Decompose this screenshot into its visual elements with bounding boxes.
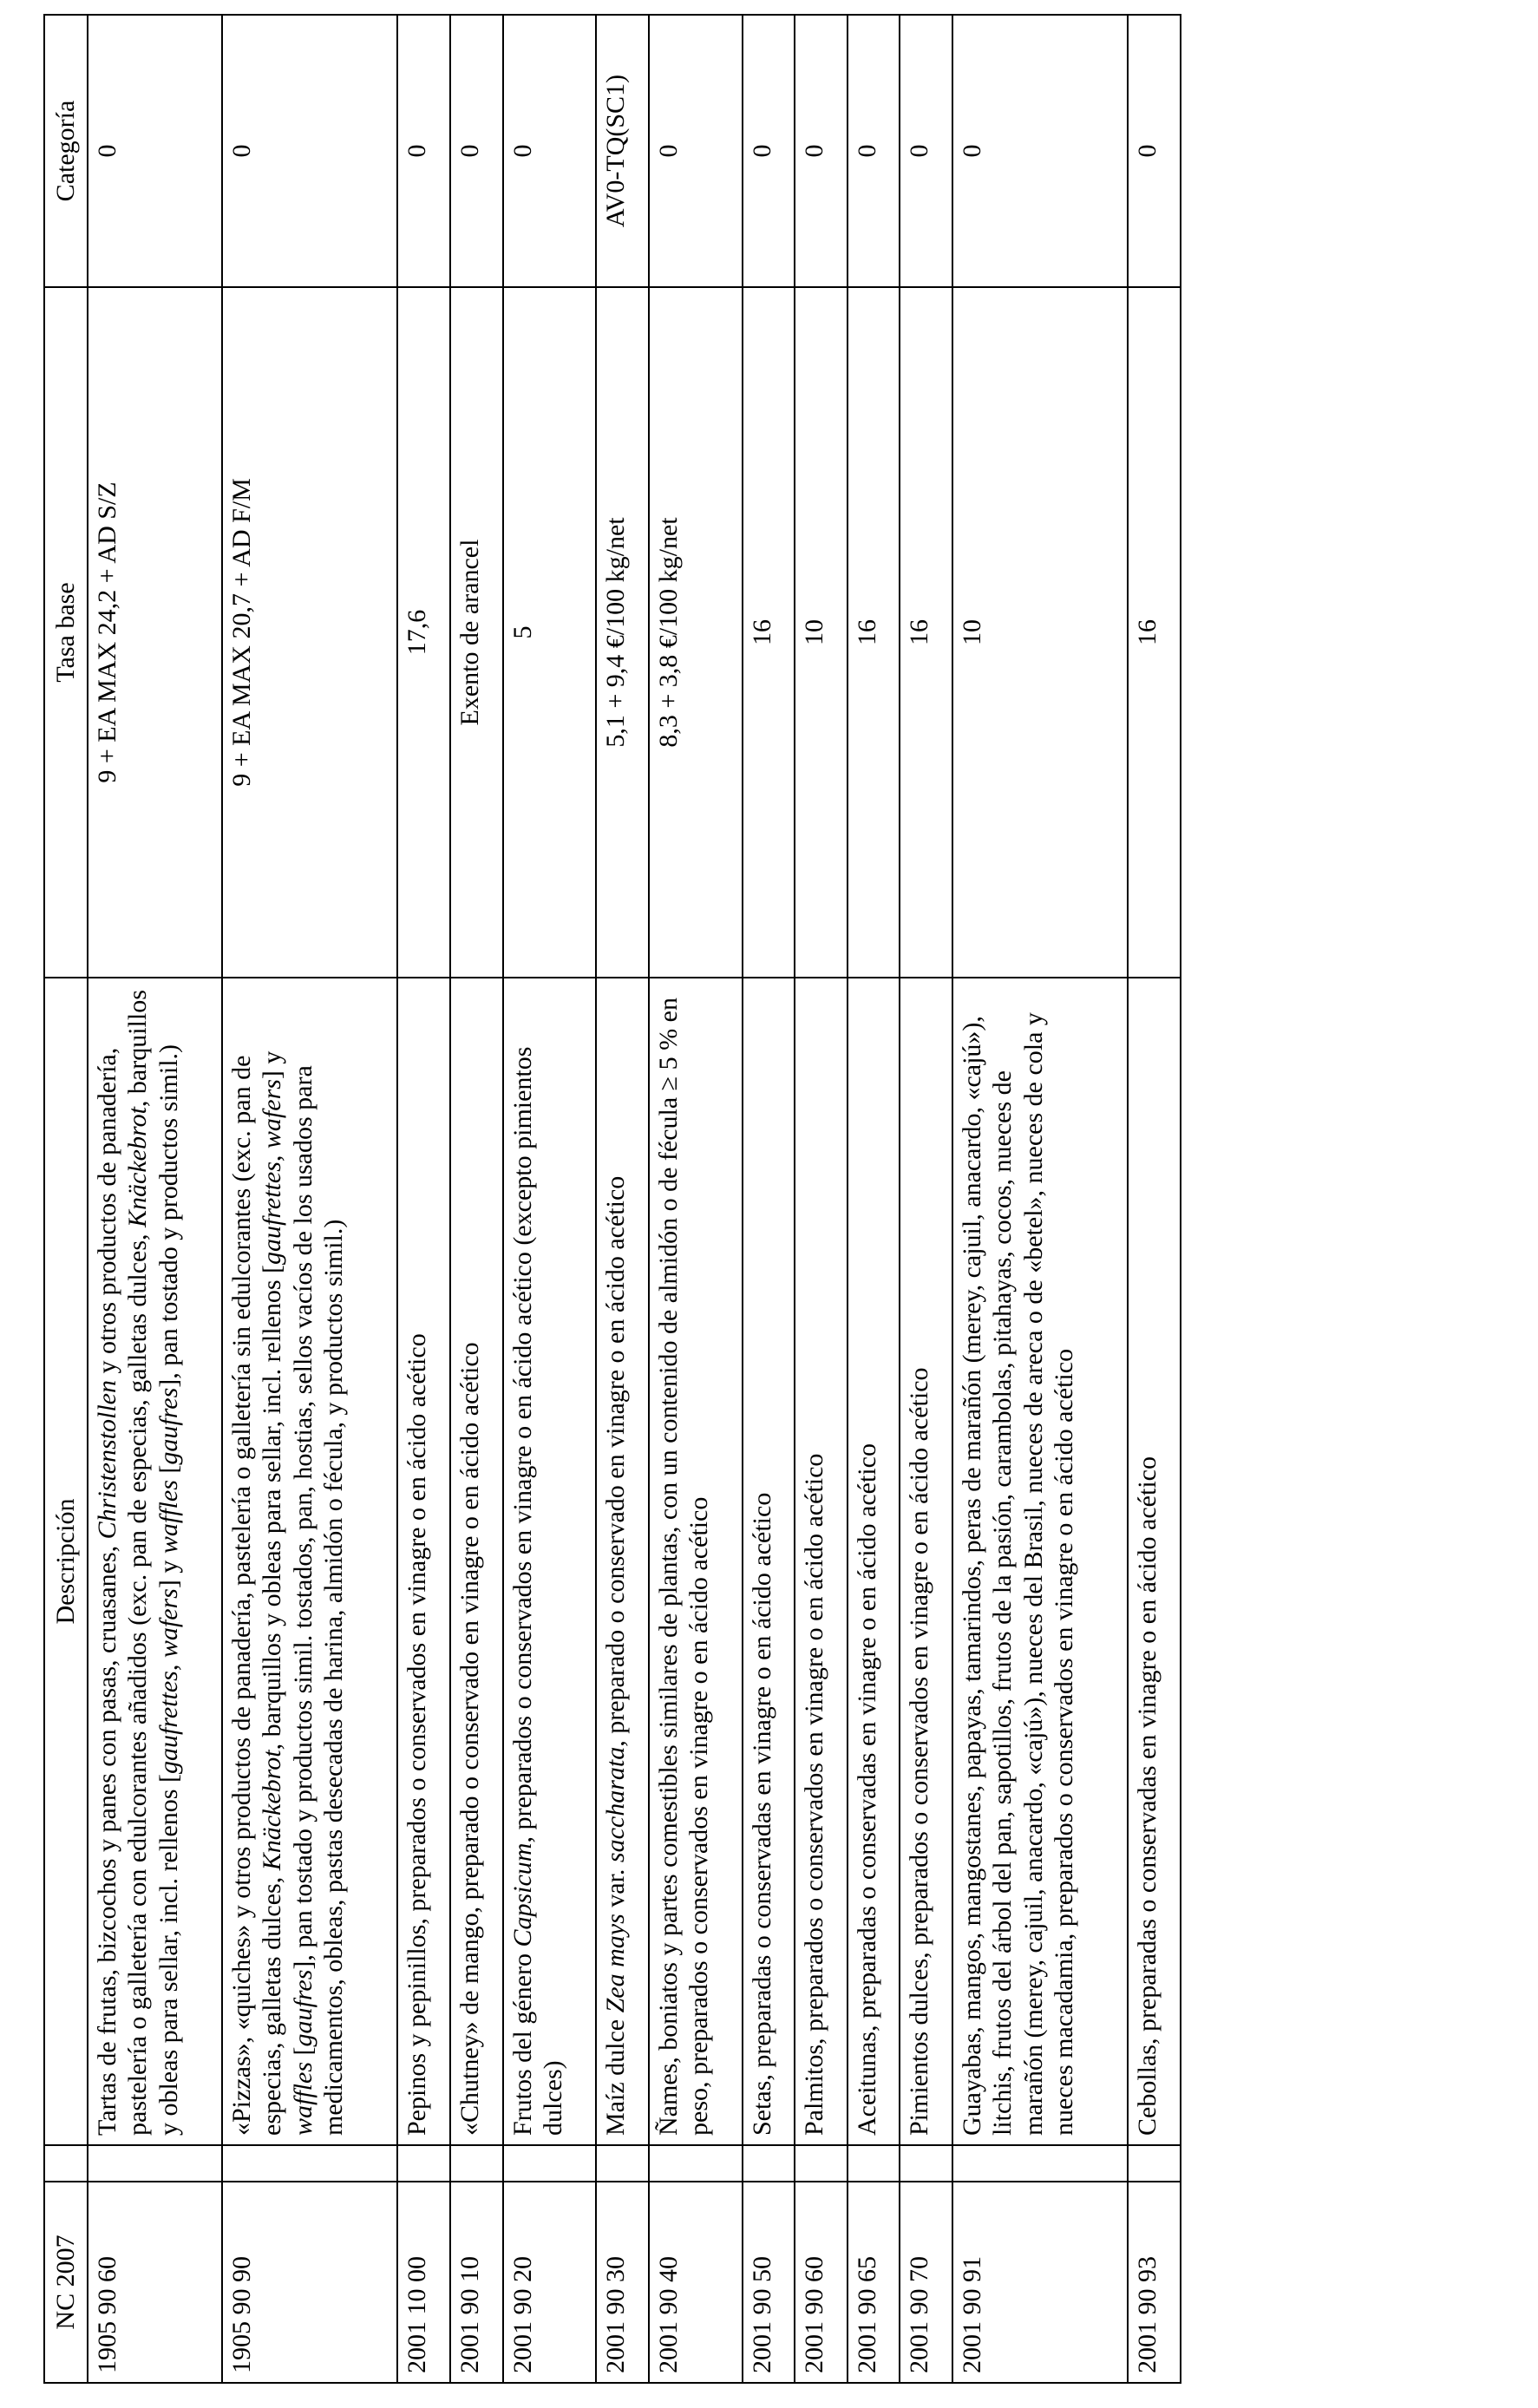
italic-term: Capsicum: [507, 1842, 537, 1947]
tariff-table: [43, 14, 1181, 2384]
table-row: [649, 15, 743, 2383]
spacer-cell: [1128, 2145, 1181, 2182]
category-cell: 0: [397, 15, 450, 287]
category-cell: 0: [848, 15, 900, 287]
description-cell: Setas, preparadas o conservadas en vinagre o en ácido acético: [743, 978, 795, 2145]
base-rate-cell: 9 + EA MAX 24,2 + AD S/Z: [88, 287, 222, 978]
base-rate-cell: 9 + EA MAX 20,7 + AD F/M: [222, 287, 397, 978]
italic-term: waffles: [154, 1480, 183, 1554]
spacer-cell: [952, 2145, 1128, 2182]
header-spacer: [44, 2145, 88, 2182]
header-category: Categoría: [44, 15, 88, 287]
nc-code-cell: 2001 90 65: [848, 2182, 900, 2383]
base-rate-cell: 16: [900, 287, 952, 978]
category-cell: 0: [952, 15, 1128, 287]
italic-term: wafers: [258, 1079, 287, 1149]
description-cell: «Chutney» de mango, preparado o conservado en vinagre o en ácido acético: [450, 978, 503, 2145]
category-cell: AV0-TQ(SC1): [596, 15, 649, 287]
nc-code-cell: 2001 90 91: [952, 2182, 1128, 2383]
description-cell: Tartas de frutas, bizcochos y panes con pasas, cruasanes, Christenstollen y otros productos de panadería, pastelería o galletería con edulcorantes añadidos (exc. pan de especias, galletas dulces, Knäckebrot, barquillos y obleas para sellar, incl. rellenos [gaufrettes, wafers] y waffles [gaufres], pan tostado y productos simil.): [88, 978, 222, 2145]
base-rate-cell: 17,6: [397, 287, 450, 978]
nc-code-cell: 1905 90 90: [222, 2182, 397, 2383]
table-row: [848, 15, 900, 2383]
table-row: [795, 15, 848, 2383]
description-cell: Cebollas, preparadas o conservadas en vinagre o en ácido acético: [1128, 978, 1181, 2145]
description-cell: Frutos del género Capsicum, preparados o conservados en vinagre o en ácido acético (excepto pimientos dulces): [503, 978, 597, 2145]
spacer-cell: [743, 2145, 795, 2182]
spacer-cell: [596, 2145, 649, 2182]
rotated-page: [43, 16, 1181, 2384]
description-cell: Ñames, boniatos y partes comestibles similares de plantas, con un contenido de almidón o de fécula ≥ 5 % en peso, preparados o conservados en vinagre o en ácido acético: [649, 978, 743, 2145]
italic-term: Zea mays: [601, 1914, 631, 2013]
nc-code-cell: 2001 10 00: [397, 2182, 450, 2383]
base-rate-cell: 5: [503, 287, 597, 978]
nc-code-cell: 1905 90 60: [88, 2182, 222, 2383]
nc-code-cell: 2001 90 10: [450, 2182, 503, 2383]
category-cell: 0: [900, 15, 952, 287]
nc-code-cell: 2001 90 50: [743, 2182, 795, 2383]
description-cell: Maíz dulce Zea mays var. saccharata, preparado o conservado en vinagre o en ácido acético: [596, 978, 649, 2145]
description-cell: Guayabas, mangos, mangostanes, papayas, tamarindos, peras de marañón (merey, cajuil, anacardo, «cajú»), litchis, frutos del árbol del pan, sapotillos, frutos de la pasión, carambolas, pitahayas, cocos, nueces de marañón (merey, cajuil, anacardo, «cajú»), nueces del Brasil, nueces de areca o de «betel», nueces de cola y nueces macadamia, preparados o conservados en vinagre o en ácido acético: [952, 978, 1128, 2145]
spacer-cell: [795, 2145, 848, 2182]
header-row: [44, 15, 88, 2383]
description-cell: Pimientos dulces, preparados o conservados en vinagre o en ácido acético: [900, 978, 952, 2145]
base-rate-cell: Exento de arancel: [450, 287, 503, 978]
italic-term: saccharata: [601, 1746, 631, 1863]
category-cell: 0: [1128, 15, 1181, 287]
header-description: Descripción: [44, 978, 88, 2145]
table-row: [450, 15, 503, 2383]
italic-term: Knäckebrot: [258, 1750, 287, 1871]
table-row: [596, 15, 649, 2383]
base-rate-cell: 10: [795, 287, 848, 978]
header-code: NC 2007: [44, 2182, 88, 2383]
category-cell: 0: [88, 15, 222, 287]
italic-term: gaufres: [288, 1969, 317, 2047]
italic-term: gaufrettes: [258, 1161, 287, 1265]
spacer-cell: [848, 2145, 900, 2182]
italic-term: gaufres: [154, 1387, 183, 1465]
table-row: [88, 15, 222, 2383]
nc-code-cell: 2001 90 20: [503, 2182, 597, 2383]
category-cell: 0: [795, 15, 848, 287]
spacer-cell: [649, 2145, 743, 2182]
italic-term: Knäckebrot: [123, 1107, 153, 1227]
category-cell: 0: [450, 15, 503, 287]
header-rate: Tasa base: [44, 287, 88, 978]
table-row: [1128, 15, 1181, 2383]
spacer-cell: [450, 2145, 503, 2182]
base-rate-cell: 8,3 + 3,8 €/100 kg/net: [649, 287, 743, 978]
spacer-cell: [397, 2145, 450, 2182]
nc-code-cell: 2001 90 93: [1128, 2182, 1181, 2383]
table-row: [952, 15, 1128, 2383]
base-rate-cell: 16: [848, 287, 900, 978]
nc-code-cell: 2001 90 30: [596, 2182, 649, 2383]
description-cell: Pepinos y pepinillos, preparados o conservados en vinagre o en ácido acético: [397, 978, 450, 2145]
table-row: [900, 15, 952, 2383]
table-row: [222, 15, 397, 2383]
italic-term: gaufrettes: [154, 1671, 183, 1775]
base-rate-cell: 5,1 + 9,4 €/100 kg/net: [596, 287, 649, 978]
base-rate-cell: 16: [743, 287, 795, 978]
italic-term: waffles: [288, 2061, 317, 2136]
italic-term: wafers: [154, 1588, 183, 1659]
spacer-cell: [222, 2145, 397, 2182]
italic-term: Christenstollen: [93, 1380, 121, 1540]
category-cell: 0: [649, 15, 743, 287]
table-body: [88, 15, 1181, 2383]
base-rate-cell: 16: [1128, 287, 1181, 978]
spacer-cell: [503, 2145, 597, 2182]
table-row: [743, 15, 795, 2383]
spacer-cell: [88, 2145, 222, 2182]
nc-code-cell: 2001 90 70: [900, 2182, 952, 2383]
category-cell: 0: [743, 15, 795, 287]
base-rate-cell: 10: [952, 287, 1128, 978]
description-cell: Aceitunas, preparadas o conservadas en vinagre o en ácido acético: [848, 978, 900, 2145]
nc-code-cell: 2001 90 60: [795, 2182, 848, 2383]
table-row: [503, 15, 597, 2383]
category-cell: 0: [222, 15, 397, 287]
category-cell: 0: [503, 15, 597, 287]
nc-code-cell: 2001 90 40: [649, 2182, 743, 2383]
description-cell: «Pizzas», «quiches» y otros productos de panadería, pastelería o galletería sin edulcorantes (exc. pan de especias, galletas dulces, Knäckebrot, barquillos y obleas para sellar, incl. rellenos [gaufrettes, wafers] y waffles [gaufres], pan tostado y productos simil. tostados, pan, hostias, sellos vacíos de los usados para medicamentos, obleas, pastas desecadas de harina, almidón o fécula, y productos simil.): [222, 978, 397, 2145]
spacer-cell: [900, 2145, 952, 2182]
table-row: [397, 15, 450, 2383]
description-cell: Palmitos, preparados o conservados en vinagre o en ácido acético: [795, 978, 848, 2145]
